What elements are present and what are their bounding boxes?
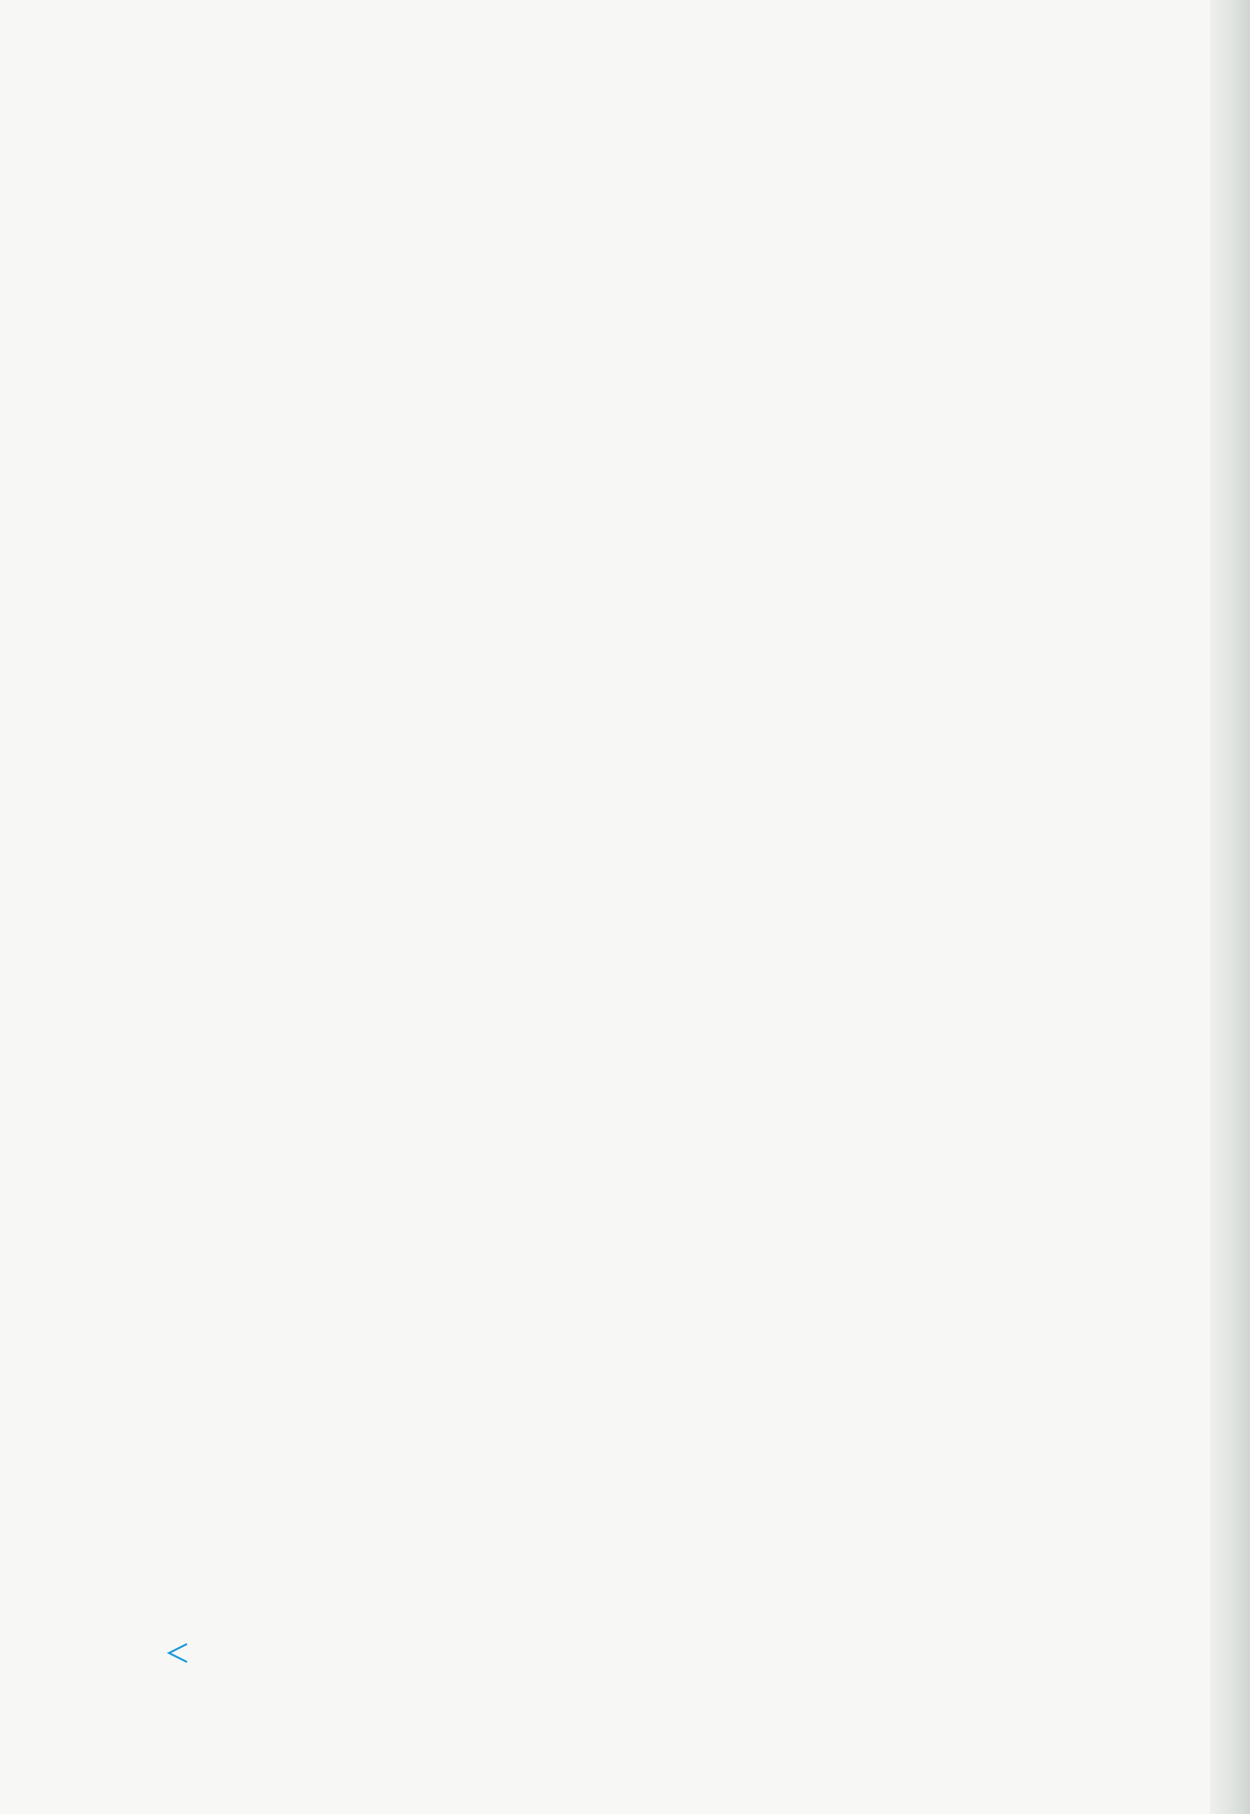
chevron-left-icon <box>165 1638 191 1668</box>
page-edge-shadow <box>1210 0 1250 1814</box>
